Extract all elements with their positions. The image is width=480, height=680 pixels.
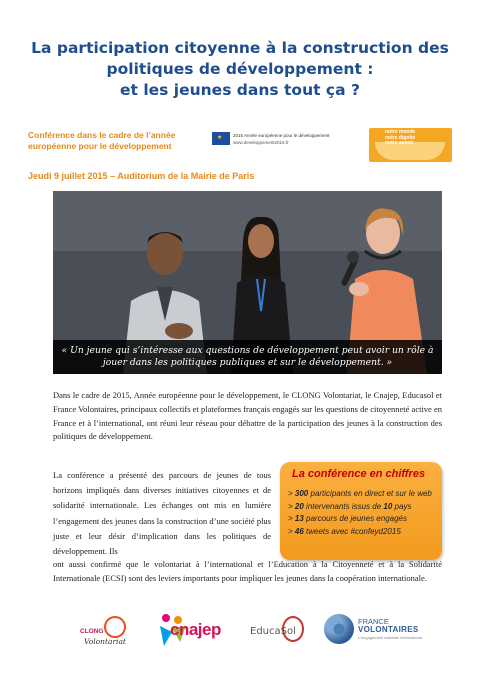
key-figures-box <box>280 462 442 560</box>
page-title <box>30 38 450 101</box>
badge-line-1: notre monde <box>385 129 416 135</box>
key-figure-item: > 46 tweets avec #confeyd2015 <box>288 526 401 536</box>
badge-line-3: notre avenir <box>385 140 414 146</box>
title-line-2: politiques de développement : <box>106 60 374 78</box>
fv-globe-icon <box>324 614 354 644</box>
badge-line-2: notre dignité <box>385 134 416 141</box>
key-figure-item: > 20 intervenants issus de 10 pays <box>288 501 412 511</box>
eu-flag-icon: ★ <box>212 132 230 145</box>
context-line-2: européenne pour le développement <box>28 141 172 151</box>
cnajep-logo: cnajep <box>158 610 228 650</box>
body-paragraph-part-1: La conférence a présenté des parcours de jeunes de tous horizons impliqués dans diverses initiatives citoyennes et de solidarité internationale. Les échanges ont mis en lumière l’engagement des jeunes dans la construction d’une société plus juste et leur désir d’implication dans les politiques de développement. Ils <box>53 470 271 557</box>
eu-banner-line-2: www.developpement2015.fr <box>233 140 289 145</box>
title-line-3: et les jeunes dans tout ça ? <box>120 81 360 99</box>
educasol-logo: EducaSol <box>250 616 312 648</box>
context-line-1: Conférence dans le cadre de l’année <box>28 130 176 140</box>
key-figures-list <box>288 488 434 538</box>
partner-logos <box>80 610 430 655</box>
conference-context <box>28 130 208 152</box>
key-figures-title: La conférence en chiffres <box>292 468 426 480</box>
photo-quote-caption: « Un jeune qui s’intéresse aux questions de développement peut avoir un rôle à jouer dans les politiques publiques et sur le développement. » <box>53 340 442 374</box>
body-paragraph-part-2: ont aussi confirmé que le volontariat à l’international et l’Education à la Citoyenneté et à la Solidarité Internationale (ECSI) sont des leviers importants pour impliquer les jeunes dans la coopération internationale. <box>53 559 442 583</box>
clong-volontariat-logo: CLONG Volontariat <box>80 616 140 654</box>
title-line-1: La participation citoyenne à la construction des <box>31 39 449 57</box>
france-volontaires-logo: FRANCE VOLONTAIRES L’engagement solidaire international <box>324 612 434 652</box>
eu-slogan-badge <box>369 128 452 162</box>
key-figure-item: > 300 participants en direct et sur le web <box>288 489 432 498</box>
eu-banner-line-1: 2015 Année européenne pour le développement <box>233 133 330 138</box>
event-date-place: Jeudi 9 juillet 2015 – Auditorium de la Mairie de Paris <box>28 171 255 181</box>
clong-circle-icon <box>104 616 126 638</box>
eu-year-banner <box>212 128 452 162</box>
intro-paragraph: Dans le cadre de 2015, Année européenne pour le développement, le CLONG Volontariat, le Cnajep, Educasol et France Volontaires, principaux collectifs et plateformes français engagés sur les questions de citoyenneté active en France et à l’international, ont réuni leur réseau pour débattre de la participation des jeunes à la construction des politiques de développement. <box>53 390 442 442</box>
key-figure-item: > 13 parcours de jeunes engagés <box>288 514 407 523</box>
